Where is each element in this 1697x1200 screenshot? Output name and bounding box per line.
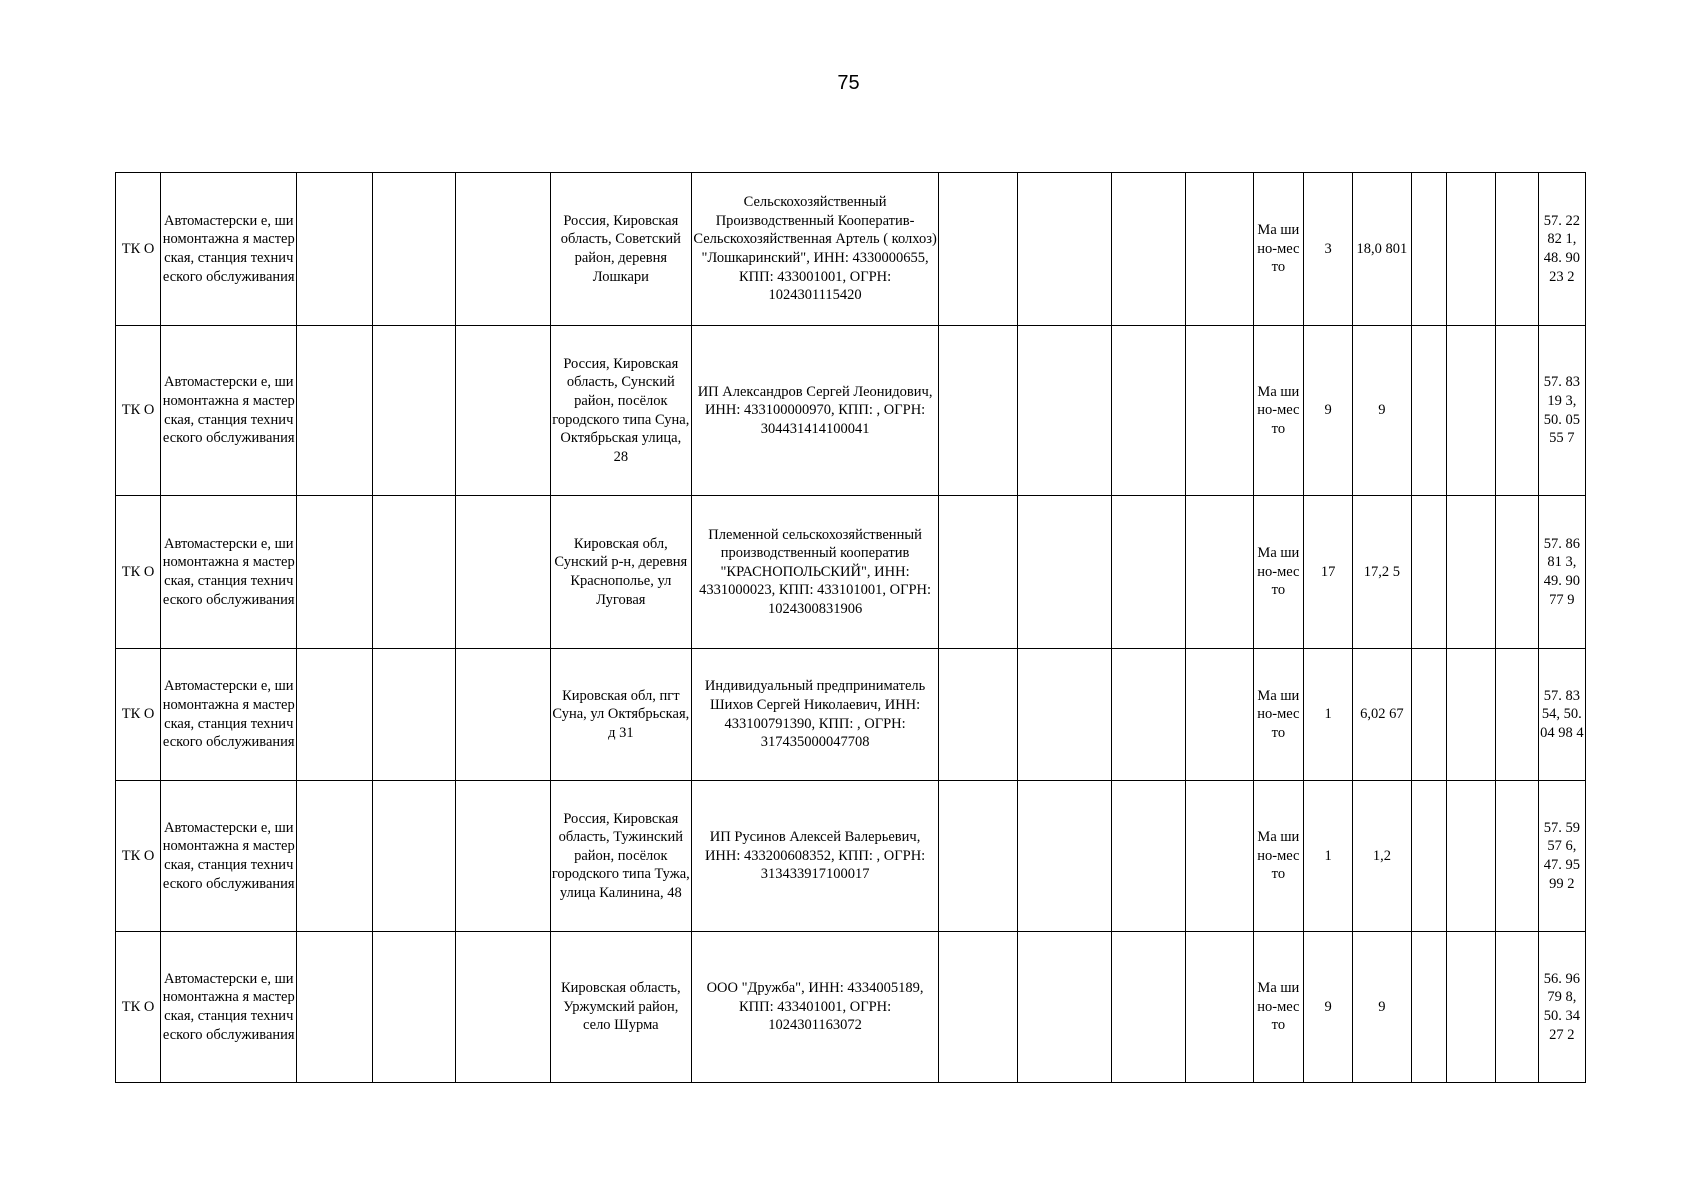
empty-cell: [456, 326, 550, 496]
table-row: [116, 781, 1586, 932]
count-cell: 1: [1303, 781, 1352, 932]
table-row: [116, 173, 1586, 326]
empty-cell: [1411, 173, 1447, 326]
unit-cell: Ма ши но-мес то: [1253, 781, 1303, 932]
empty-cell: [1018, 173, 1112, 326]
empty-cell: [1112, 496, 1186, 649]
empty-cell: [1112, 649, 1186, 781]
empty-cell: [456, 496, 550, 649]
volume-cell: 17,2 5: [1353, 496, 1411, 649]
empty-cell: [1447, 326, 1495, 496]
waste-type-cell: ТК О: [116, 496, 161, 649]
owner-cell: Сельскохозяйственный Производственный Кооператив-Сельскохозяйственная Артель ( колхоз) "Лошкаринский", ИНН: 4330000655, КПП: 433001001, ОГРН: 1024301115420: [692, 173, 939, 326]
empty-cell: [1186, 649, 1254, 781]
owner-cell: ООО "Дружба", ИНН: 4334005189, КПП: 433401001, ОГРН: 1024301163072: [692, 932, 939, 1083]
empty-cell: [939, 326, 1018, 496]
address-cell: Кировская обл, Сунский р-н, деревня Краснополье, ул Луговая: [550, 496, 691, 649]
empty-cell: [1018, 932, 1112, 1083]
address-cell: Кировская область, Уржумский район, село Шурма: [550, 932, 691, 1083]
empty-cell: [1411, 781, 1447, 932]
empty-cell: [1186, 326, 1254, 496]
empty-cell: [1018, 326, 1112, 496]
count-cell: 1: [1303, 649, 1352, 781]
empty-cell: [297, 326, 373, 496]
object-type-cell: Автомастерски е, шиномонтажна я мастерская, станция технического обслуживания: [161, 326, 297, 496]
count-cell: 9: [1303, 932, 1352, 1083]
empty-cell: [297, 781, 373, 932]
address-cell: Кировская обл, пгт Суна, ул Октябрьская, д 31: [550, 649, 691, 781]
empty-cell: [373, 173, 456, 326]
empty-cell: [1447, 932, 1495, 1083]
count-cell: 3: [1303, 173, 1352, 326]
waste-type-cell: ТК О: [116, 649, 161, 781]
empty-cell: [297, 496, 373, 649]
waste-type-cell: ТК О: [116, 326, 161, 496]
waste-type-cell: ТК О: [116, 781, 161, 932]
unit-cell: Ма ши но-мес то: [1253, 649, 1303, 781]
table-row: [116, 326, 1586, 496]
unit-cell: Ма ши но-мес то: [1253, 932, 1303, 1083]
empty-cell: [373, 496, 456, 649]
empty-cell: [1018, 496, 1112, 649]
address-cell: Россия, Кировская область, Сунский район, посёлок городского типа Суна, Октябрьская улица, 28: [550, 326, 691, 496]
empty-cell: [456, 781, 550, 932]
registry-table: [115, 172, 1586, 1083]
empty-cell: [373, 649, 456, 781]
owner-cell: Племенной сельскохозяйственный производственный кооператив "КРАСНОПОЛЬСКИЙ", ИНН: 4331000023, КПП: 433101001, ОГРН: 1024300831906: [692, 496, 939, 649]
table-row: [116, 649, 1586, 781]
owner-cell: Индивидуальный предприниматель Шихов Сергей Николаевич, ИНН: 433100791390, КПП: , ОГРН: 317435000047708: [692, 649, 939, 781]
unit-cell: Ма ши но-мес то: [1253, 173, 1303, 326]
empty-cell: [1186, 932, 1254, 1083]
object-type-cell: Автомастерски е, шиномонтажна я мастерская, станция технического обслуживания: [161, 781, 297, 932]
owner-cell: ИП Русинов Алексей Валерьевич, ИНН: 433200608352, КПП: , ОГРН: 313433917100017: [692, 781, 939, 932]
table-row: [116, 932, 1586, 1083]
empty-cell: [939, 649, 1018, 781]
coordinates-cell: 57. 22 82 1, 48. 90 23 2: [1538, 173, 1585, 326]
empty-cell: [1112, 932, 1186, 1083]
object-type-cell: Автомастерски е, шиномонтажна я мастерская, станция технического обслуживания: [161, 496, 297, 649]
empty-cell: [1018, 649, 1112, 781]
empty-cell: [1411, 326, 1447, 496]
empty-cell: [1447, 173, 1495, 326]
empty-cell: [1495, 326, 1538, 496]
table-row: [116, 496, 1586, 649]
empty-cell: [1447, 496, 1495, 649]
coordinates-cell: 57. 86 81 3, 49. 90 77 9: [1538, 496, 1585, 649]
page-number: 75: [837, 72, 860, 94]
empty-cell: [939, 173, 1018, 326]
empty-cell: [1186, 173, 1254, 326]
empty-cell: [456, 649, 550, 781]
empty-cell: [1112, 326, 1186, 496]
count-cell: 9: [1303, 326, 1352, 496]
waste-type-cell: ТК О: [116, 173, 161, 326]
coordinates-cell: 57. 59 57 6, 47. 95 99 2: [1538, 781, 1585, 932]
empty-cell: [1411, 932, 1447, 1083]
registry-body: [116, 173, 1586, 1083]
object-type-cell: Автомастерски е, шиномонтажна я мастерская, станция технического обслуживания: [161, 649, 297, 781]
empty-cell: [1186, 496, 1254, 649]
empty-cell: [1447, 781, 1495, 932]
coordinates-cell: 57. 83 54, 50. 04 98 4: [1538, 649, 1585, 781]
empty-cell: [1495, 781, 1538, 932]
empty-cell: [297, 932, 373, 1083]
empty-cell: [373, 932, 456, 1083]
volume-cell: 1,2: [1353, 781, 1411, 932]
volume-cell: 18,0 801: [1353, 173, 1411, 326]
empty-cell: [1495, 932, 1538, 1083]
unit-cell: Ма ши но-мес то: [1253, 326, 1303, 496]
empty-cell: [1411, 496, 1447, 649]
empty-cell: [939, 496, 1018, 649]
empty-cell: [1411, 649, 1447, 781]
empty-cell: [1112, 781, 1186, 932]
empty-cell: [939, 781, 1018, 932]
address-cell: Россия, Кировская область, Советский район, деревня Лошкари: [550, 173, 691, 326]
object-type-cell: Автомастерски е, шиномонтажна я мастерская, станция технического обслуживания: [161, 173, 297, 326]
empty-cell: [297, 173, 373, 326]
waste-type-cell: ТК О: [116, 932, 161, 1083]
coordinates-cell: 57. 83 19 3, 50. 05 55 7: [1538, 326, 1585, 496]
empty-cell: [1447, 649, 1495, 781]
empty-cell: [373, 326, 456, 496]
unit-cell: Ма ши но-мес то: [1253, 496, 1303, 649]
volume-cell: 6,02 67: [1353, 649, 1411, 781]
volume-cell: 9: [1353, 326, 1411, 496]
empty-cell: [1495, 649, 1538, 781]
empty-cell: [1495, 496, 1538, 649]
coordinates-cell: 56. 96 79 8, 50. 34 27 2: [1538, 932, 1585, 1083]
count-cell: 17: [1303, 496, 1352, 649]
empty-cell: [1495, 173, 1538, 326]
empty-cell: [1186, 781, 1254, 932]
owner-cell: ИП Александров Сергей Леонидович, ИНН: 433100000970, КПП: , ОГРН: 304431414100041: [692, 326, 939, 496]
empty-cell: [939, 932, 1018, 1083]
volume-cell: 9: [1353, 932, 1411, 1083]
object-type-cell: Автомастерски е, шиномонтажна я мастерская, станция технического обслуживания: [161, 932, 297, 1083]
empty-cell: [456, 932, 550, 1083]
empty-cell: [456, 173, 550, 326]
empty-cell: [1018, 781, 1112, 932]
empty-cell: [297, 649, 373, 781]
empty-cell: [1112, 173, 1186, 326]
address-cell: Россия, Кировская область, Тужинский район, посёлок городского типа Тужа, улица Калинина, 48: [550, 781, 691, 932]
empty-cell: [373, 781, 456, 932]
